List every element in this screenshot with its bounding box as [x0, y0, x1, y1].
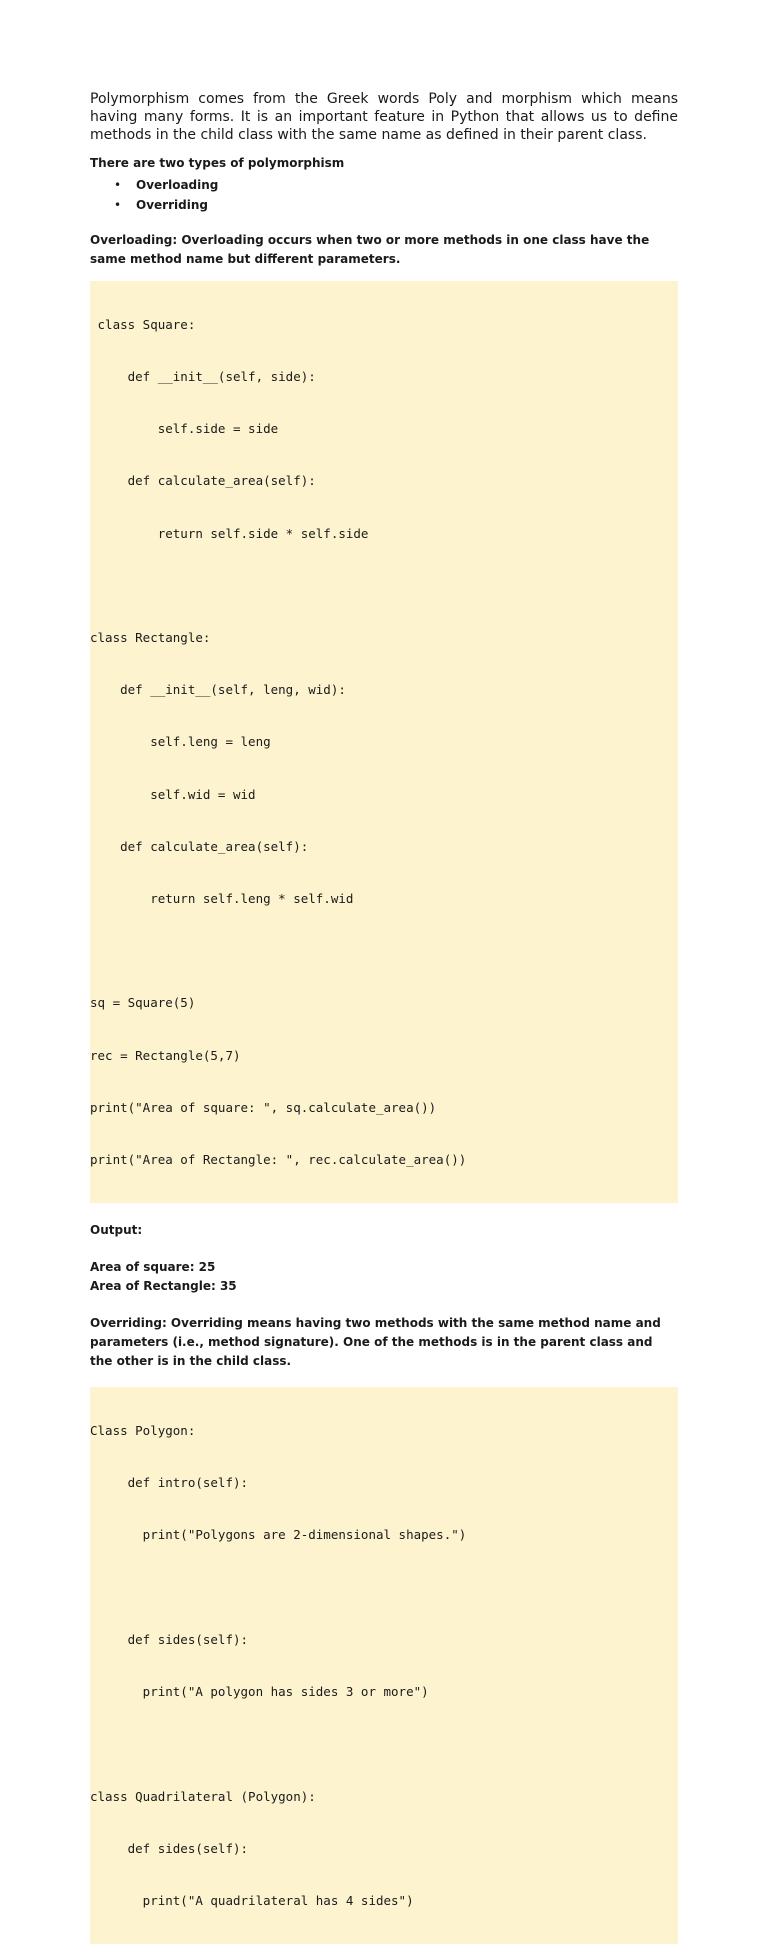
code-line: self.wid = wid	[90, 786, 256, 802]
code-line: print("A quadrilateral has 4 sides")	[90, 1892, 414, 1908]
code-block-overriding	[90, 1387, 678, 1944]
code-line: def __init__(self, leng, wid):	[90, 682, 346, 698]
types-list	[90, 175, 678, 215]
code-line	[90, 942, 678, 959]
code-line: Class Polygon:	[90, 1423, 196, 1439]
code-line: class Quadrilateral (Polygon):	[90, 1788, 316, 1804]
code-line: class Square:	[90, 316, 196, 332]
code-line: rec = Rectangle(5,7)	[90, 1047, 241, 1063]
intro-paragraph: Polymorphism comes from the Greek words Poly and morphism which means having many forms. It is an important feature in Python that allows us to define methods in the child class with the same name as defined in their parent class.	[90, 91, 678, 143]
code-line	[90, 577, 678, 594]
code-line: def intro(self):	[90, 1475, 249, 1491]
output-label: Output:	[90, 1223, 143, 1238]
code-line: print("A polygon has sides 3 or more")	[90, 1684, 429, 1700]
code-line: sq = Square(5)	[90, 995, 196, 1011]
code-line: return self.leng * self.wid	[90, 891, 354, 907]
code-line: self.side = side	[90, 421, 279, 437]
output-line-rectangle: Area of Rectangle: 35	[90, 1279, 237, 1294]
code-line	[90, 1579, 678, 1596]
code-line: print("Polygons are 2-dimensional shapes.")	[90, 1527, 467, 1543]
code-block-overloading	[90, 281, 678, 1203]
output-line-square: Area of square: 25	[90, 1260, 216, 1275]
code-line	[90, 1735, 678, 1752]
code-line: return self.side * self.side	[90, 525, 369, 541]
list-item: • Overloading	[90, 175, 678, 195]
list-item: • Overriding	[90, 195, 678, 215]
code-line: def calculate_area(self):	[90, 473, 316, 489]
code-line: def sides(self):	[90, 1840, 249, 1856]
code-line: class Rectangle:	[90, 630, 211, 646]
bullet-icon: •	[114, 198, 122, 212]
code-line: self.leng = leng	[90, 734, 271, 750]
document-page	[90, 90, 678, 1944]
code-line: def __init__(self, side):	[90, 369, 316, 385]
code-line: print("Area of Rectangle: ", rec.calculate_area())	[90, 1152, 467, 1168]
code-line: print("Area of square: ", sq.calculate_area())	[90, 1099, 437, 1115]
overriding-paragraph: Overriding: Overriding means having two methods with the same method name and parameters (i.e., method signature). One of the methods is in the parent class and the other is in the child class.	[90, 1316, 661, 1369]
code-line: def sides(self):	[90, 1631, 249, 1647]
bullet-icon: •	[114, 178, 122, 192]
code-line: def calculate_area(self):	[90, 838, 309, 854]
types-heading: There are two types of polymorphism	[90, 156, 345, 170]
overloading-paragraph: Overloading: Overloading occurs when two or more methods in one class have the same method name but different parameters.	[90, 233, 650, 266]
